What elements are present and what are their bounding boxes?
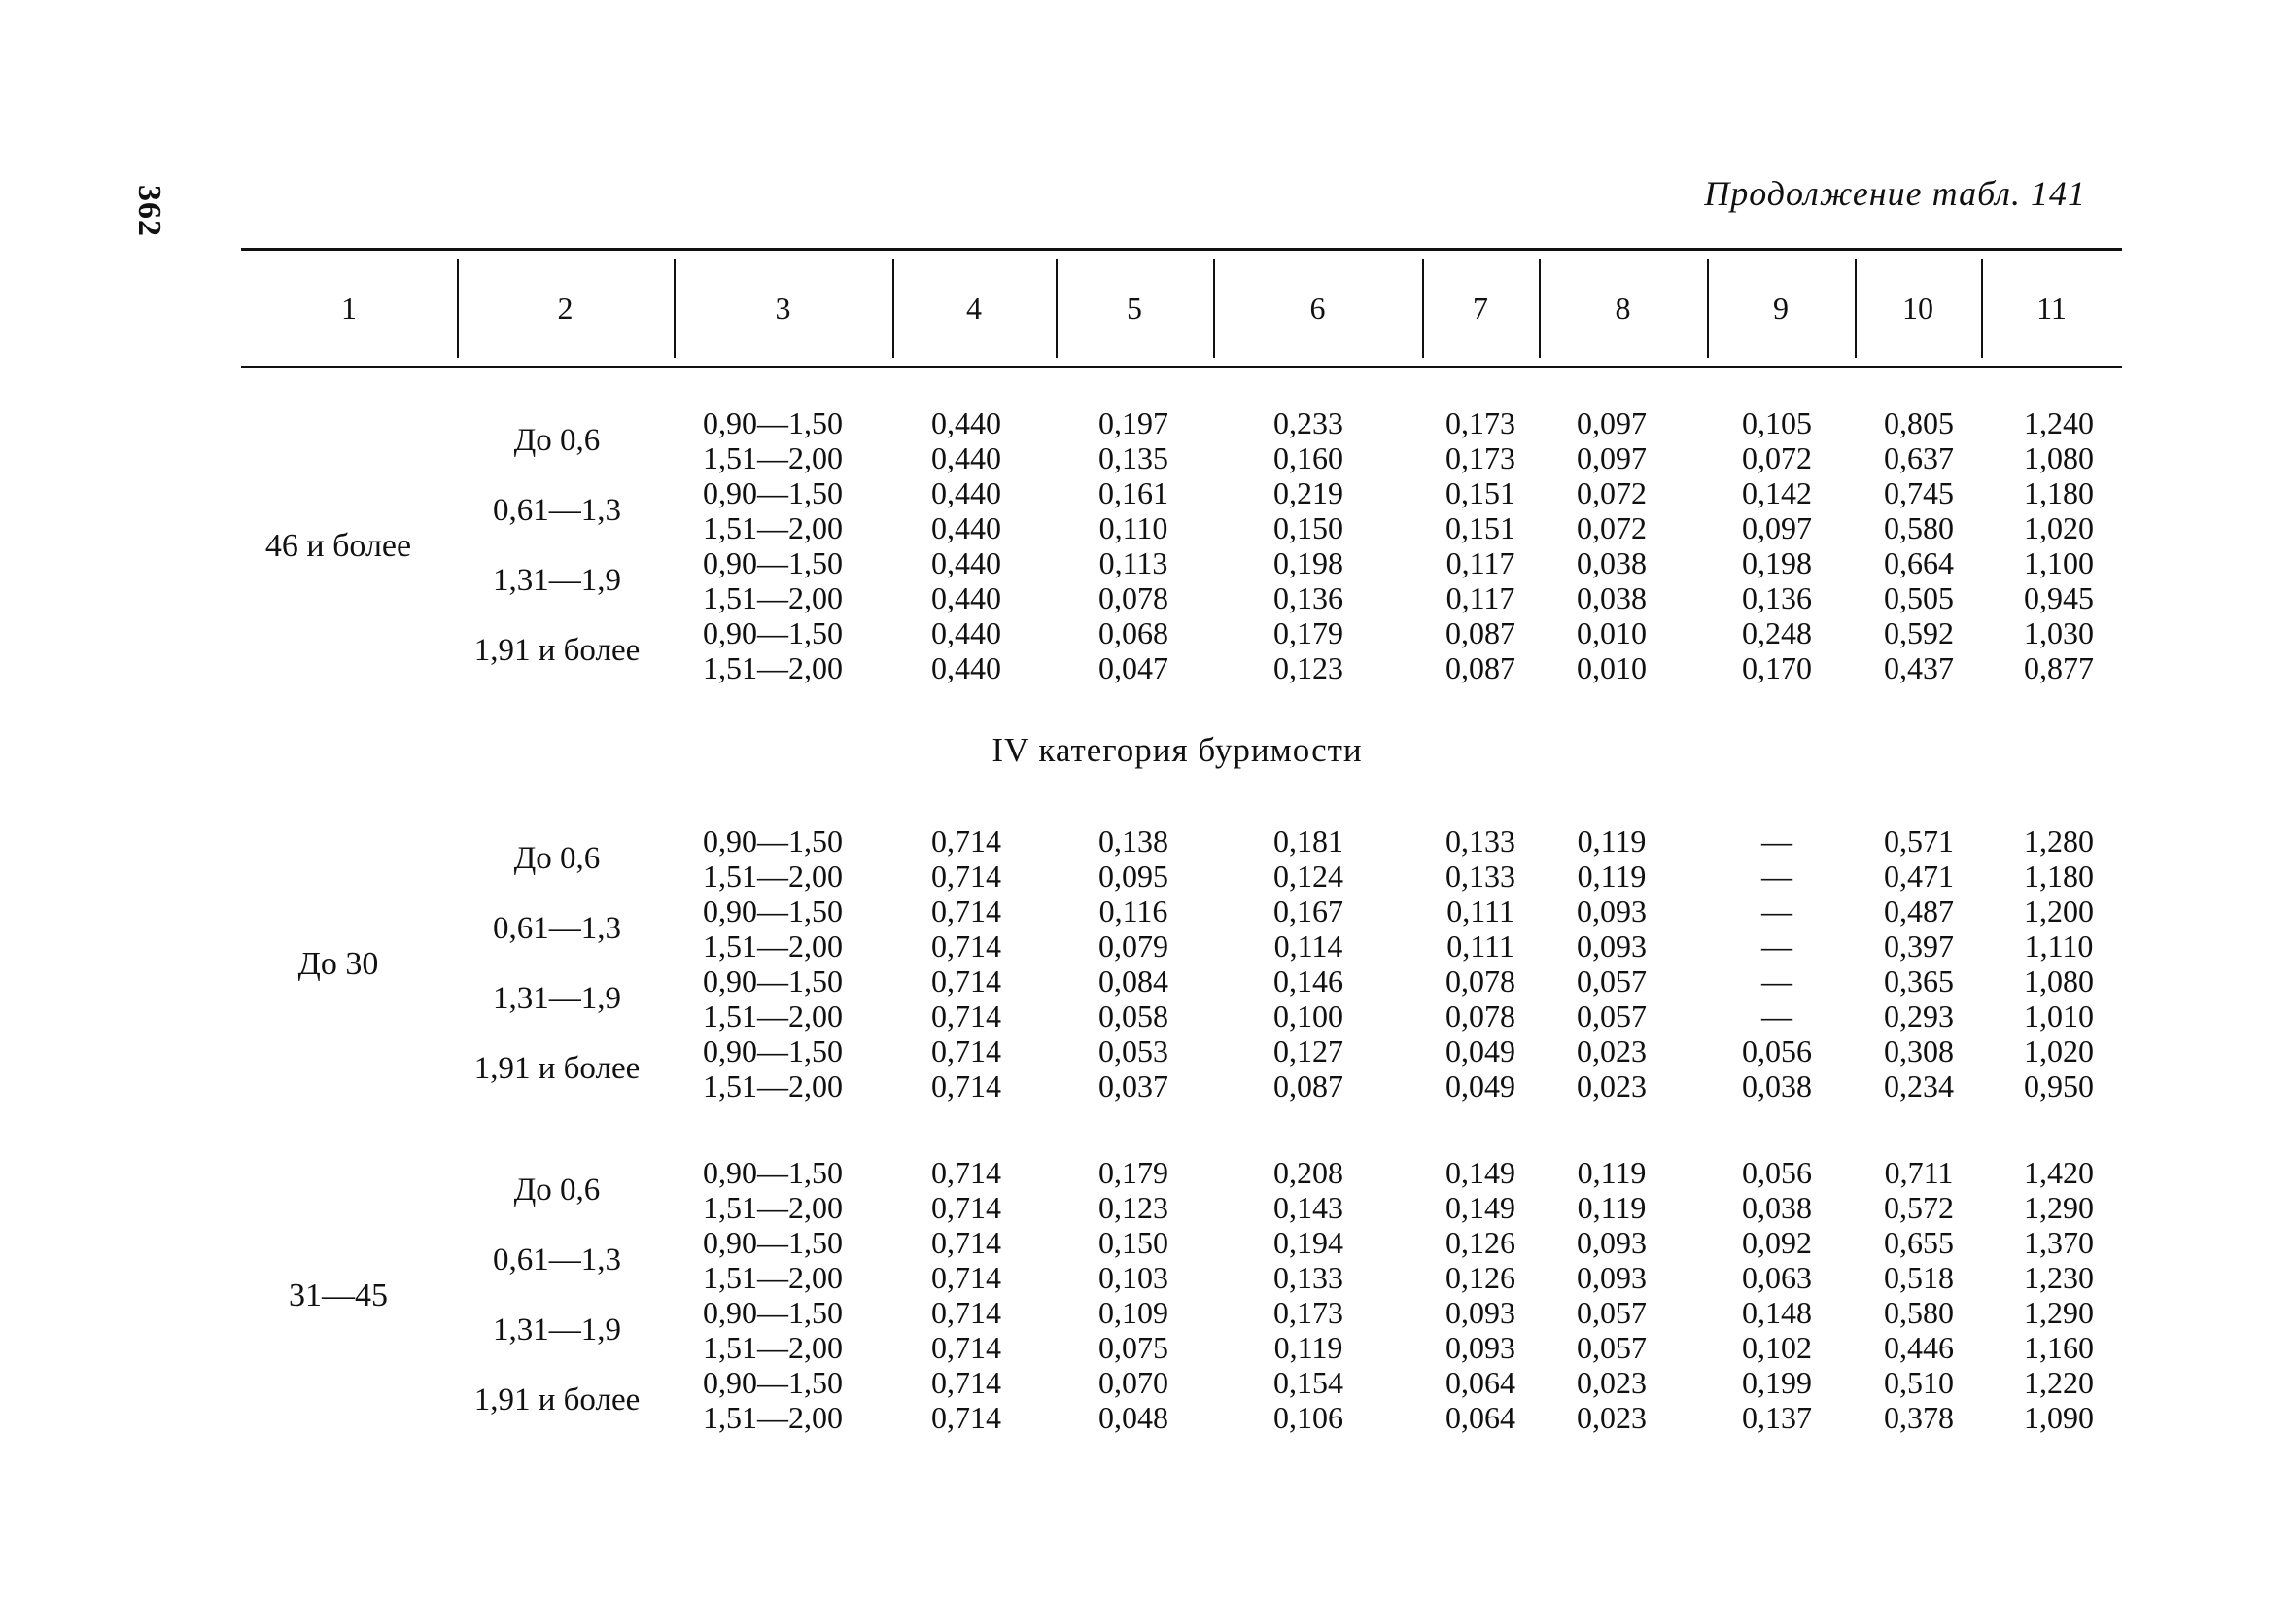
table-cell: 1,030 xyxy=(2024,615,2094,650)
table-cell: 0,711 xyxy=(1884,1155,1954,1190)
table-cell: 1,020 xyxy=(2024,510,2094,545)
table-cell: 0,079 xyxy=(1098,928,1168,963)
table-cell: 0,440 xyxy=(931,650,1001,685)
table-cell: 0,119 xyxy=(1577,1190,1647,1225)
table-cell: 0,664 xyxy=(1884,545,1954,580)
header-cell-10: 10 xyxy=(1902,290,1933,326)
table-cell: 0,068 xyxy=(1098,615,1168,650)
subgroup-label: 0,61—1,3 xyxy=(493,493,621,528)
table-cell: 0,219 xyxy=(1273,475,1343,510)
table-cell: 1,280 xyxy=(2024,823,2094,858)
table-cell: 0,087 xyxy=(1445,615,1515,650)
subgroup-label: 1,91 и более xyxy=(473,1382,641,1417)
table-cell: 0,049 xyxy=(1445,1033,1515,1068)
table-cell: — xyxy=(1761,998,1792,1033)
table-cell: 0,092 xyxy=(1742,1225,1812,1260)
header-cell-2: 2 xyxy=(557,290,574,326)
table-cell: 0,197 xyxy=(1098,405,1168,440)
table-row xyxy=(241,893,2122,928)
subgroup-label: 0,61—1,3 xyxy=(493,911,621,946)
table-cell: 0,038 xyxy=(1742,1190,1812,1225)
table-cell: 0,097 xyxy=(1577,405,1647,440)
table-row xyxy=(241,580,2122,615)
table-cell: 0,90—1,50 xyxy=(703,1033,843,1068)
table-cell: 0,151 xyxy=(1445,510,1515,545)
table-cell: 0,446 xyxy=(1884,1330,1954,1365)
header-divider xyxy=(1422,259,1424,358)
table-cell: 0,119 xyxy=(1577,1155,1647,1190)
table-cell: 0,087 xyxy=(1273,1068,1343,1103)
table-cell: 0,194 xyxy=(1273,1225,1343,1260)
table-row xyxy=(241,858,2122,893)
table-cell: 0,023 xyxy=(1577,1033,1647,1068)
table-cell: 0,111 xyxy=(1446,928,1514,963)
table-cell: 1,51—2,00 xyxy=(703,1260,843,1295)
table-cell: 1,51—2,00 xyxy=(703,510,843,545)
group-label: 46 и более xyxy=(264,528,412,564)
table-cell: 0,308 xyxy=(1884,1033,1954,1068)
table-cell: 0,487 xyxy=(1884,893,1954,928)
table-cell: 0,063 xyxy=(1742,1260,1812,1295)
table-cell: 0,90—1,50 xyxy=(703,1295,843,1330)
table-cell: 0,90—1,50 xyxy=(703,963,843,998)
subgroup-label: До 0,6 xyxy=(513,423,601,458)
table-cell: 1,51—2,00 xyxy=(703,1330,843,1365)
table-cell: 0,90—1,50 xyxy=(703,615,843,650)
table-cell: 0,440 xyxy=(931,475,1001,510)
table-cell: 1,290 xyxy=(2024,1295,2094,1330)
table-cell: 0,057 xyxy=(1577,1330,1647,1365)
table-cell: 0,109 xyxy=(1098,1295,1168,1330)
table-cell: 0,655 xyxy=(1884,1225,1954,1260)
table-cell: 0,057 xyxy=(1577,998,1647,1033)
table-cell: 1,290 xyxy=(2024,1190,2094,1225)
table-cell: 0,133 xyxy=(1445,823,1515,858)
header-cell-9: 9 xyxy=(1773,290,1789,326)
header-cell-11: 11 xyxy=(2036,290,2067,326)
table-cell: — xyxy=(1761,963,1792,998)
table-cell: 1,160 xyxy=(2024,1330,2094,1365)
table-cell: 0,093 xyxy=(1577,1225,1647,1260)
subgroup-label: 1,91 и более xyxy=(473,633,641,668)
table-row xyxy=(241,928,2122,963)
header-divider xyxy=(1056,259,1058,358)
table-cell: 1,51—2,00 xyxy=(703,580,843,615)
table-cell: 0,136 xyxy=(1273,580,1343,615)
table-cell: 0,093 xyxy=(1577,928,1647,963)
table-cell: 0,078 xyxy=(1445,998,1515,1033)
table-cell: 0,038 xyxy=(1742,1068,1812,1103)
table-cell: 0,714 xyxy=(931,1400,1001,1435)
subgroup-label: 1,31—1,9 xyxy=(493,1312,621,1347)
table-cell: 0,714 xyxy=(931,1190,1001,1225)
table-cell: 0,037 xyxy=(1098,1068,1168,1103)
table-cell: 0,714 xyxy=(931,1068,1001,1103)
table-cell: 0,580 xyxy=(1884,510,1954,545)
table-row xyxy=(241,1330,2122,1365)
header-divider xyxy=(892,259,894,358)
table-cell: 0,113 xyxy=(1098,545,1168,580)
header-divider xyxy=(1213,259,1215,358)
table-cell: 0,440 xyxy=(931,615,1001,650)
table-cell: 0,123 xyxy=(1273,650,1343,685)
header-cell-5: 5 xyxy=(1127,290,1142,326)
table-cell: 0,90—1,50 xyxy=(703,1155,843,1190)
table-cell: 1,240 xyxy=(2024,405,2094,440)
header-divider xyxy=(1707,259,1709,358)
table-row xyxy=(241,440,2122,475)
table-cell: 1,080 xyxy=(2024,963,2094,998)
table-cell: 1,110 xyxy=(2024,928,2094,963)
table-cell: 0,160 xyxy=(1273,440,1343,475)
table-cell: 0,149 xyxy=(1445,1190,1515,1225)
table-cell: 0,198 xyxy=(1742,545,1812,580)
table-cell: 1,020 xyxy=(2024,1033,2094,1068)
table-cell: 0,173 xyxy=(1445,405,1515,440)
table-cell: 0,103 xyxy=(1098,1260,1168,1295)
subgroup-label: 0,61—1,3 xyxy=(493,1242,621,1277)
table-cell: 0,119 xyxy=(1577,858,1647,893)
table-cell: — xyxy=(1761,823,1792,858)
table-cell: 0,106 xyxy=(1273,1400,1343,1435)
table-cell: 0,378 xyxy=(1884,1400,1954,1435)
table-row xyxy=(241,650,2122,685)
table-cell: 1,370 xyxy=(2024,1225,2094,1260)
table-cell: 0,714 xyxy=(931,1033,1001,1068)
table-cell: 0,745 xyxy=(1884,475,1954,510)
table-cell: 0,90—1,50 xyxy=(703,1365,843,1400)
table-row xyxy=(241,1225,2122,1260)
subgroup-label: 1,31—1,9 xyxy=(493,563,621,598)
table-cell: 0,124 xyxy=(1273,858,1343,893)
table-cell: 0,057 xyxy=(1577,963,1647,998)
table-cell: 0,714 xyxy=(931,963,1001,998)
table-block xyxy=(241,405,2122,685)
table-cell: 0,138 xyxy=(1098,823,1168,858)
table-cell: 0,038 xyxy=(1577,545,1647,580)
table-cell: 0,714 xyxy=(931,1155,1001,1190)
header-cell-3: 3 xyxy=(775,290,791,326)
table-cell: 0,093 xyxy=(1445,1295,1515,1330)
table-cell: 0,038 xyxy=(1577,580,1647,615)
header-cell-6: 6 xyxy=(1309,290,1326,326)
table-cell: 0,010 xyxy=(1577,650,1647,685)
table-cell: — xyxy=(1761,893,1792,928)
table-cell: 0,150 xyxy=(1273,510,1343,545)
table-cell: 0,093 xyxy=(1445,1330,1515,1365)
table-cell: 0,877 xyxy=(2024,650,2094,685)
table-row xyxy=(241,963,2122,998)
subgroup-label: 1,31—1,9 xyxy=(493,981,621,1016)
table-cell: 0,198 xyxy=(1273,545,1343,580)
header-cell-4: 4 xyxy=(966,290,982,326)
table-cell: 0,072 xyxy=(1577,475,1647,510)
table-cell: 0,714 xyxy=(931,1260,1001,1295)
table-cell: 0,510 xyxy=(1884,1365,1954,1400)
table-cell: 1,51—2,00 xyxy=(703,440,843,475)
table-row xyxy=(241,1190,2122,1225)
subgroup-label: 1,91 и более xyxy=(473,1051,641,1086)
table-cell: 0,136 xyxy=(1742,580,1812,615)
table-cell: 0,945 xyxy=(2024,580,2094,615)
table-cell: 0,075 xyxy=(1098,1330,1168,1365)
table-cell: 0,093 xyxy=(1577,893,1647,928)
table-cell: 0,90—1,50 xyxy=(703,823,843,858)
table-cell: 0,056 xyxy=(1742,1155,1812,1190)
table-cell: 0,714 xyxy=(931,1225,1001,1260)
table-row xyxy=(241,510,2122,545)
table-cell: 0,047 xyxy=(1098,650,1168,685)
table-row xyxy=(241,475,2122,510)
table-cell: 0,111 xyxy=(1446,893,1514,928)
table-cell: 0,714 xyxy=(931,998,1001,1033)
table-cell: 1,230 xyxy=(2024,1260,2094,1295)
table-cell: 0,149 xyxy=(1445,1155,1515,1190)
table-cell: 0,023 xyxy=(1577,1365,1647,1400)
table-cell: 0,117 xyxy=(1445,545,1515,580)
table-cell: 0,087 xyxy=(1445,650,1515,685)
table-cell: 0,208 xyxy=(1273,1155,1343,1190)
table-row xyxy=(241,1365,2122,1400)
table-cell: 0,179 xyxy=(1273,615,1343,650)
table-cell: 1,420 xyxy=(2024,1155,2094,1190)
table-row xyxy=(241,1400,2122,1435)
table-cell: 0,133 xyxy=(1273,1260,1343,1295)
table-cell: 0,90—1,50 xyxy=(703,545,843,580)
table-cell: 0,199 xyxy=(1742,1365,1812,1400)
table-cell: 0,102 xyxy=(1742,1330,1812,1365)
table-cell: 0,048 xyxy=(1098,1400,1168,1435)
page-number: 362 xyxy=(131,185,167,237)
table-cell: 1,100 xyxy=(2024,545,2094,580)
table-cell: 0,116 xyxy=(1098,893,1168,928)
table-cell: 0,150 xyxy=(1098,1225,1168,1260)
table-cell: 1,220 xyxy=(2024,1365,2094,1400)
table-cell: 0,097 xyxy=(1577,440,1647,475)
table-cell: 0,293 xyxy=(1884,998,1954,1033)
table-cell: 0,078 xyxy=(1098,580,1168,615)
table-cell: 0,119 xyxy=(1273,1330,1343,1365)
table-block xyxy=(241,1155,2122,1435)
table-cell: 1,51—2,00 xyxy=(703,928,843,963)
table-row xyxy=(241,998,2122,1033)
table-cell: 0,126 xyxy=(1445,1225,1515,1260)
table-cell: 0,440 xyxy=(931,510,1001,545)
table-row xyxy=(241,545,2122,580)
table-cell: 0,90—1,50 xyxy=(703,893,843,928)
table-cell: 0,078 xyxy=(1445,963,1515,998)
table-cell: 0,133 xyxy=(1445,858,1515,893)
table-caption: Продолжение табл. 141 xyxy=(1704,174,2086,213)
table-cell: 0,571 xyxy=(1884,823,1954,858)
table-cell: 0,233 xyxy=(1273,405,1343,440)
table-cell: 0,117 xyxy=(1445,580,1515,615)
table-cell: 0,179 xyxy=(1098,1155,1168,1190)
table-cell: 0,123 xyxy=(1098,1190,1168,1225)
table-cell: 0,053 xyxy=(1098,1033,1168,1068)
header-cell-8: 8 xyxy=(1615,290,1631,326)
table-cell: 0,100 xyxy=(1273,998,1343,1033)
table-cell: 1,080 xyxy=(2024,440,2094,475)
header-cell-7: 7 xyxy=(1473,290,1488,326)
table-row xyxy=(241,1155,2122,1190)
table-cell: 0,146 xyxy=(1273,963,1343,998)
table-cell: 0,714 xyxy=(931,823,1001,858)
table-cell: 1,200 xyxy=(2024,893,2094,928)
table-cell: 0,950 xyxy=(2024,1068,2094,1103)
table-cell: 0,714 xyxy=(931,1295,1001,1330)
table-cell: 0,518 xyxy=(1884,1260,1954,1295)
table-cell: 0,170 xyxy=(1742,650,1812,685)
table-cell: — xyxy=(1761,858,1792,893)
table-cell: 0,119 xyxy=(1577,823,1647,858)
table-cell: 0,397 xyxy=(1884,928,1954,963)
table-block xyxy=(241,823,2122,1103)
table-row xyxy=(241,405,2122,440)
header-divider xyxy=(1981,259,1983,358)
table-cell: 0,714 xyxy=(931,893,1001,928)
table-cell: 0,070 xyxy=(1098,1365,1168,1400)
table-cell: 0,580 xyxy=(1884,1295,1954,1330)
table-cell: 0,057 xyxy=(1577,1295,1647,1330)
table-cell: 0,637 xyxy=(1884,440,1954,475)
table-cell: 0,714 xyxy=(931,1365,1001,1400)
table-cell: 0,90—1,50 xyxy=(703,1225,843,1260)
table-cell: 0,148 xyxy=(1742,1295,1812,1330)
table-cell: 0,143 xyxy=(1273,1190,1343,1225)
table-cell: 0,097 xyxy=(1742,510,1812,545)
header-divider xyxy=(1539,259,1541,358)
table-cell: — xyxy=(1761,928,1792,963)
table-cell: 0,440 xyxy=(931,405,1001,440)
table-cell: 0,095 xyxy=(1098,858,1168,893)
table-cell: 1,180 xyxy=(2024,475,2094,510)
table-cell: 0,072 xyxy=(1577,510,1647,545)
table-cell: 0,135 xyxy=(1098,440,1168,475)
table-cell: 0,440 xyxy=(931,545,1001,580)
table-cell: 0,105 xyxy=(1742,405,1812,440)
table-cell: 0,084 xyxy=(1098,963,1168,998)
table-cell: 1,51—2,00 xyxy=(703,1400,843,1435)
table-cell: 0,440 xyxy=(931,580,1001,615)
table-cell: 0,023 xyxy=(1577,1068,1647,1103)
table-row xyxy=(241,823,2122,858)
table-cell: 0,093 xyxy=(1577,1260,1647,1295)
table-cell: 0,049 xyxy=(1445,1068,1515,1103)
table-cell: 1,51—2,00 xyxy=(703,998,843,1033)
group-label: 31—45 xyxy=(289,1277,388,1313)
table-row xyxy=(241,1033,2122,1068)
header-cell-1: 1 xyxy=(341,290,357,326)
header-divider xyxy=(674,259,676,358)
table-cell: 1,51—2,00 xyxy=(703,650,843,685)
table-cell: 0,127 xyxy=(1273,1033,1343,1068)
header-divider xyxy=(457,259,459,358)
table-cell: 0,505 xyxy=(1884,580,1954,615)
table-cell: 0,437 xyxy=(1884,650,1954,685)
table-cell: 0,365 xyxy=(1884,963,1954,998)
table-cell: 1,010 xyxy=(2024,998,2094,1033)
table-cell: 0,167 xyxy=(1273,893,1343,928)
table-cell: 0,714 xyxy=(931,1330,1001,1365)
table-cell: 0,142 xyxy=(1742,475,1812,510)
table-cell: 1,090 xyxy=(2024,1400,2094,1435)
table-cell: 0,440 xyxy=(931,440,1001,475)
table-cell: 0,151 xyxy=(1445,475,1515,510)
table-cell: 0,072 xyxy=(1742,440,1812,475)
table-cell: 1,51—2,00 xyxy=(703,1190,843,1225)
table-cell: 0,234 xyxy=(1884,1068,1954,1103)
table-cell: 1,51—2,00 xyxy=(703,1068,843,1103)
subgroup-label: До 0,6 xyxy=(513,1172,601,1207)
table-cell: 1,51—2,00 xyxy=(703,858,843,893)
group-label: До 30 xyxy=(297,946,379,982)
table-cell: 0,126 xyxy=(1445,1260,1515,1295)
table-cell: 0,064 xyxy=(1445,1400,1515,1435)
table-cell: 0,805 xyxy=(1884,405,1954,440)
table-row xyxy=(241,1295,2122,1330)
table-cell: 0,471 xyxy=(1884,858,1954,893)
table-row xyxy=(241,615,2122,650)
table-cell: 0,056 xyxy=(1742,1033,1812,1068)
subgroup-label: До 0,6 xyxy=(513,841,601,876)
table-cell: 0,161 xyxy=(1098,475,1168,510)
table-cell: 0,90—1,50 xyxy=(703,475,843,510)
table-cell: 0,058 xyxy=(1098,998,1168,1033)
table-header xyxy=(241,248,2122,368)
table-row xyxy=(241,1068,2122,1103)
table-cell: 1,180 xyxy=(2024,858,2094,893)
table-cell: 0,110 xyxy=(1098,510,1168,545)
table-cell: 0,173 xyxy=(1445,440,1515,475)
section-title: IV категория буримости xyxy=(991,731,1363,769)
table-row xyxy=(241,1260,2122,1295)
table-cell: 0,572 xyxy=(1884,1190,1954,1225)
table-cell: 0,248 xyxy=(1742,615,1812,650)
table-cell: 0,010 xyxy=(1577,615,1647,650)
table-cell: 0,023 xyxy=(1577,1400,1647,1435)
table-cell: 0,90—1,50 xyxy=(703,405,843,440)
table-cell: 0,181 xyxy=(1273,823,1343,858)
table-cell: 0,714 xyxy=(931,928,1001,963)
table-cell: 0,137 xyxy=(1742,1400,1812,1435)
table-cell: 0,114 xyxy=(1273,928,1343,963)
table-cell: 0,154 xyxy=(1273,1365,1343,1400)
table-cell: 0,064 xyxy=(1445,1365,1515,1400)
table-cell: 0,592 xyxy=(1884,615,1954,650)
table-cell: 0,173 xyxy=(1273,1295,1343,1330)
header-divider xyxy=(1855,259,1857,358)
table-cell: 0,714 xyxy=(931,858,1001,893)
